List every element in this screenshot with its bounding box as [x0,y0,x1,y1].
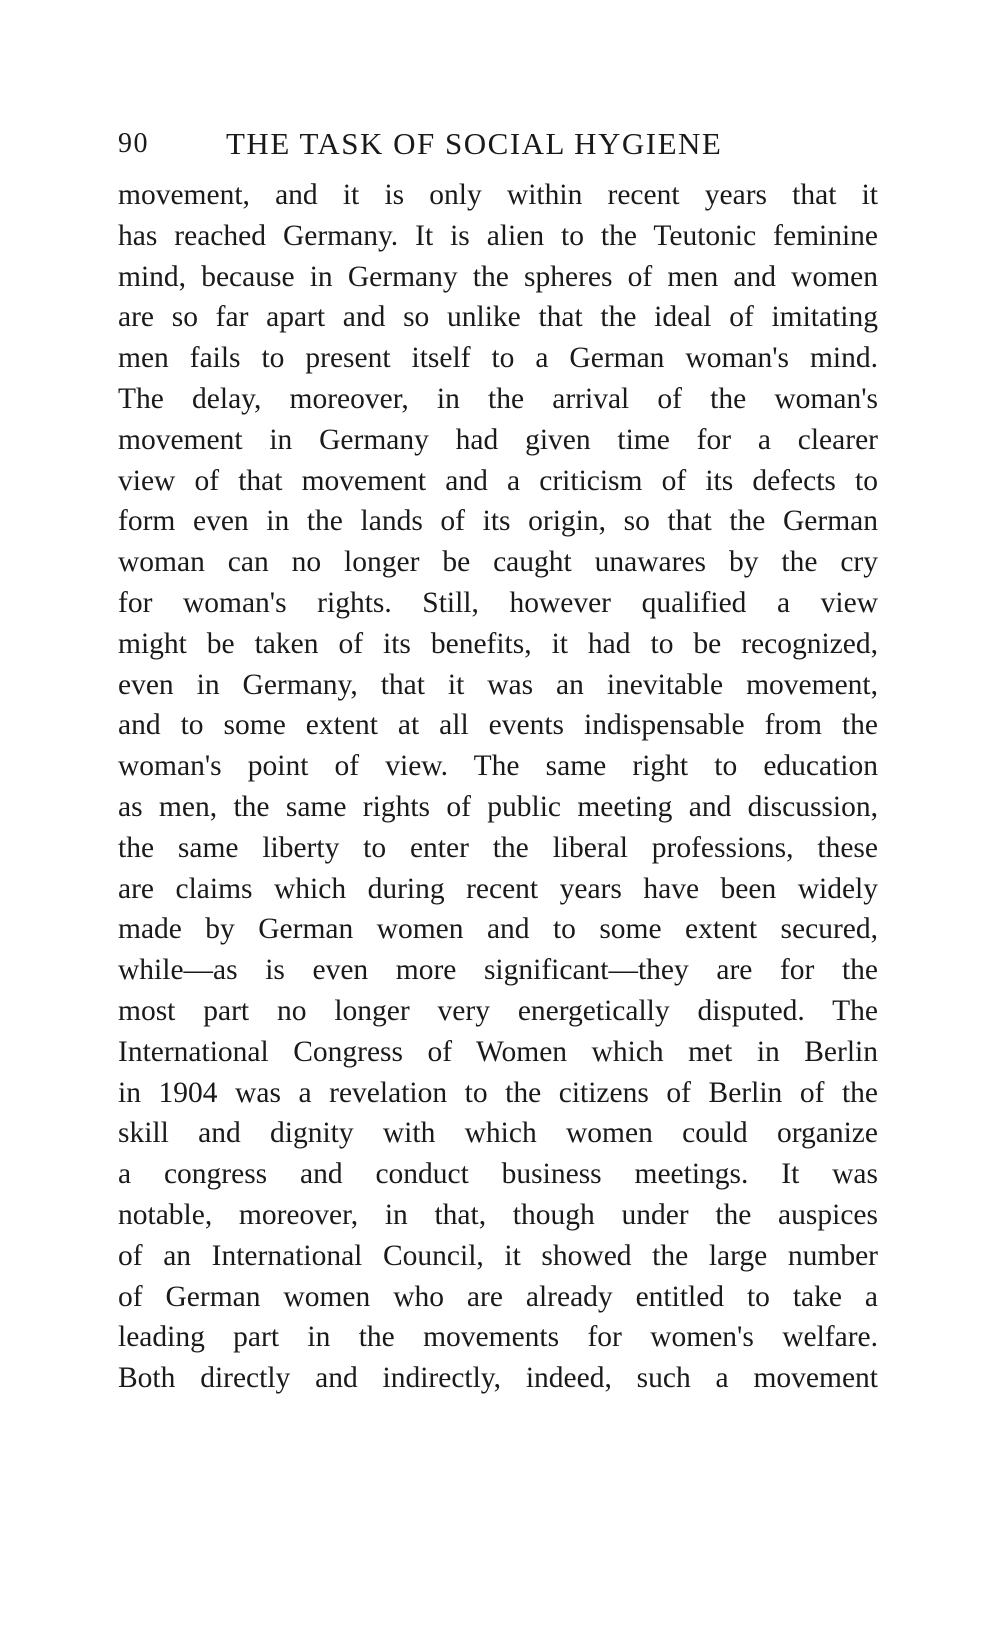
text-line: woman can no longer be caught unawares by the cry [118,546,878,579]
text-line: are claims which during recent years have been widely [118,872,878,905]
text-line: a congress and conduct business meetings. It was [118,1158,878,1191]
text-line: The delay, moreover, in the arrival of the woman's [118,382,878,415]
text-line: movement, and it is only within recent years that it [118,179,878,211]
text-line: while—as is even more significant—they are for the [118,954,878,987]
text-line: of German women who are already entitled to take a [118,1280,878,1313]
text-line: leading part in the movements for women's welfare. [118,1321,878,1354]
text-line: and to some extent at all events indispensable from the [118,709,878,742]
text-line: woman's point of view. The same right to education [118,750,878,783]
text-line: has reached Germany. It is alien to the Teutonic feminine [118,219,878,252]
running-title: THE TASK OF SOCIAL HYGIENE [226,126,723,161]
text-line: as men, the same rights of public meeting and discussion, [118,790,878,823]
text-line: notable, moreover, in that, though under the auspices [118,1198,878,1231]
body-paragraph [118,175,878,1399]
text-line: of an International Council, it showed the large number [118,1239,878,1272]
text-line: for woman's rights. Still, however qualified a view [118,586,878,619]
text-line: in 1904 was a revelation to the citizens of Berlin of the [118,1076,878,1109]
text-line: form even in the lands of its origin, so that the German [118,505,878,538]
text-line: most part no longer very energetically disputed. The [118,994,878,1027]
text-line: mind, because in Germany the spheres of men and women [118,260,878,293]
text-line: made by German women and to some extent secured, [118,913,878,946]
text-line: even in Germany, that it was an inevitable movement, [118,668,878,701]
running-head [118,122,878,166]
text-line: skill and dignity with which women could organize [118,1117,878,1150]
text-line: view of that movement and a criticism of its defects to [118,464,878,497]
text-line: are so far apart and so unlike that the ideal of imitating [118,301,878,334]
text-line: the same liberty to enter the liberal professions, these [118,831,878,864]
text-line: movement in Germany had given time for a clearer [118,423,878,456]
text-line: International Congress of Women which met in Berlin [118,1035,878,1068]
text-line: Both directly and indirectly, indeed, such a movement [118,1362,878,1395]
text-line: men fails to present itself to a German woman's mind. [118,342,878,375]
page-number: 90 [118,128,149,159]
text-line: might be taken of its benefits, it had to be recognized, [118,627,878,660]
